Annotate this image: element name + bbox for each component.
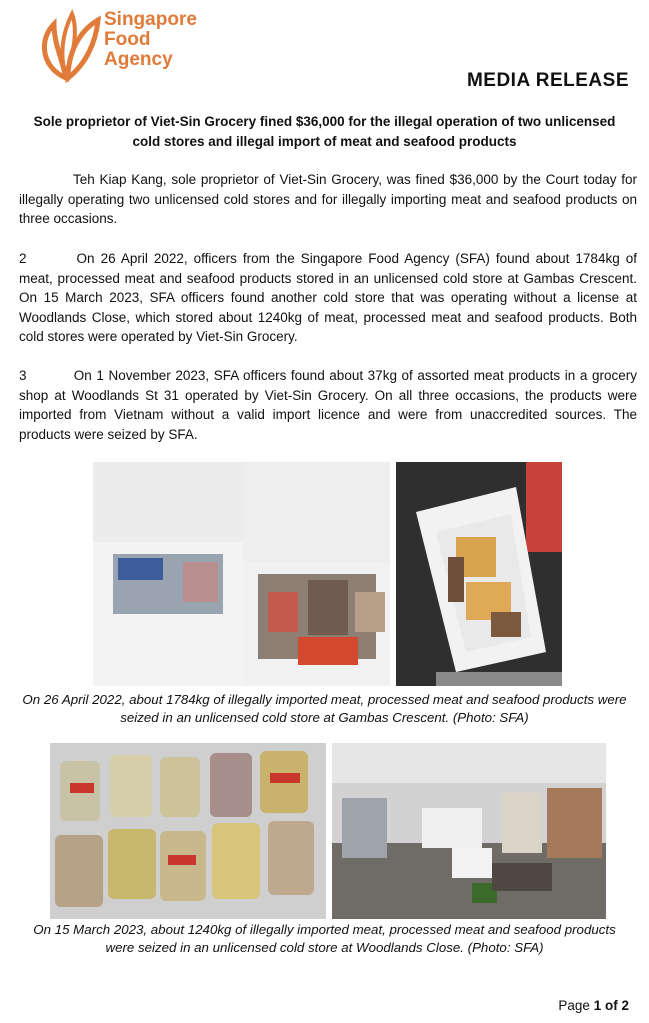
- headline: Sole proprietor of Viet-Sin Grocery fined $36,000 for the illegal operation of two unlicensed cold stores and illegal import of meat and seafood products: [33, 114, 616, 149]
- paragraph-body: On 1 November 2023, SFA officers found about 37kg of assorted meat products in a grocery shop at Woodlands St 31 operated by Viet-Sin Grocery. On all three occasions, the products were imported from Vietnam without a valid import licence and were from unaccredited sources. The products were seized by SFA.: [19, 368, 637, 442]
- photo-storage-box: [396, 462, 562, 686]
- logo-line-2: Food: [104, 29, 151, 50]
- photo-freezers: [93, 462, 390, 686]
- logo-wordmark: [104, 10, 197, 70]
- paragraph-body: On 26 April 2022, officers from the Singapore Food Agency (SFA) found about 1784kg of meat, processed meat and seafood products stored in an unlicensed cold store at Gambas Crescent. On 15 March 2023, SFA officers found another cold store that was operating without a license at Woodlands Close, which stored about 1240kg of meat, processed meat and seafood products. Both cold stores were operated by Viet-Sin Grocery.: [19, 251, 637, 344]
- photo-canned-products: [50, 743, 326, 919]
- paragraph-3: [19, 366, 637, 444]
- logo-line-1: Singapore: [104, 9, 197, 30]
- paragraph-1: Teh Kiap Kang, sole proprietor of Viet-Sin Grocery, was fined $36,000 by the Court today for illegally operating two unlicensed cold stores and for illegally importing meat and seafood products on three occasions.: [19, 172, 637, 226]
- paragraph-number: 2: [19, 251, 27, 266]
- paragraph-2: [19, 249, 637, 347]
- page-number: Page 1 of 2: [558, 998, 629, 1013]
- photo-warehouse: [332, 743, 606, 919]
- sfa-logo: [32, 8, 222, 86]
- paragraph-number: 3: [19, 368, 27, 383]
- media-release-label: MEDIA RELEASE: [466, 70, 629, 91]
- sfa-leaf-icon: [32, 8, 104, 84]
- logo-line-3: Agency: [104, 49, 173, 70]
- caption-2: On 15 March 2023, about 1240kg of illegally imported meat, processed meat and seafood products were seized in an unlicensed cold store at Woodlands Close. (Photo: SFA): [33, 922, 616, 955]
- caption-1: On 26 April 2022, about 1784kg of illegally imported meat, processed meat and seafood products were seized in an unlicensed cold store at Gambas Crescent. (Photo: SFA): [22, 692, 627, 725]
